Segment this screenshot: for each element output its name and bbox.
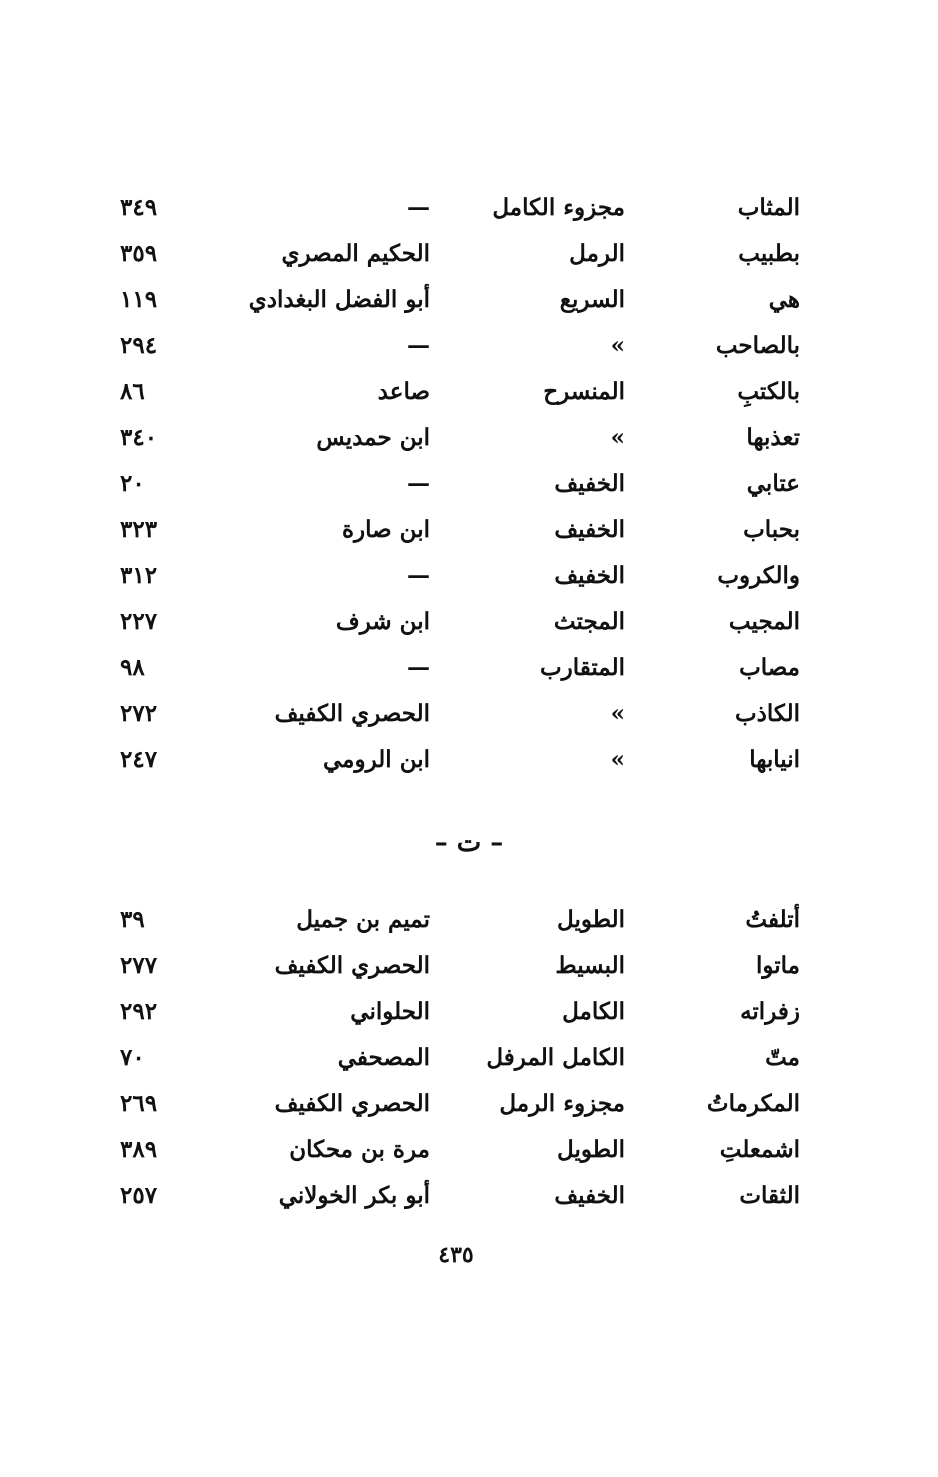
poet-name: الحصري الكفيف [274, 952, 430, 979]
page-reference: ٣٤٠ [120, 424, 158, 451]
table-row [120, 1127, 800, 1173]
poetic-meter: الخفيف [554, 470, 625, 497]
table-row [120, 415, 800, 461]
page-reference: ٧٠ [120, 1044, 145, 1071]
rhyme-word: بالكتبِ [737, 378, 800, 405]
page-reference: ٩٨ [120, 654, 145, 681]
rhyme-word: بالصاحب [715, 332, 800, 359]
rhyme-word: والكروب [717, 562, 800, 589]
poetic-meter: الخفيف [554, 516, 625, 543]
page-reference: ٢٠ [120, 470, 145, 497]
page-number: ٤٣٥ [438, 1242, 474, 1268]
poet-name: الحلواني [350, 998, 430, 1025]
poetic-meter: الخفيف [554, 1182, 625, 1209]
poetic-meter: السريع [559, 286, 625, 313]
page-reference: ٢٥٧ [120, 1182, 158, 1209]
poet-name: أبو بكر الخولاني [278, 1182, 430, 1209]
poet-name: — [407, 470, 430, 497]
page-reference: ٢٩٤ [120, 332, 158, 359]
page-reference: ٣٩ [120, 906, 145, 933]
poetic-meter: » [610, 424, 625, 451]
rhyme-index-table-ba [120, 185, 800, 783]
page-reference: ٢٦٩ [120, 1090, 158, 1117]
rhyme-word: زفراته [740, 998, 800, 1025]
table-row [120, 943, 800, 989]
poet-name: الحصري الكفيف [274, 700, 430, 727]
table-row [120, 369, 800, 415]
rhyme-word: هي [768, 286, 800, 313]
poetic-meter: الطويل [557, 906, 625, 933]
page-reference: ٢٢٧ [120, 608, 158, 635]
page-reference: ٣٢٣ [120, 516, 158, 543]
rhyme-word: ماتوا [755, 952, 800, 979]
poetic-meter: المتقارب [539, 654, 625, 681]
table-row [120, 1035, 800, 1081]
rhyme-word: أتلفتُ [745, 906, 800, 933]
table-row [120, 989, 800, 1035]
page-reference: ٣٥٩ [120, 240, 158, 267]
rhyme-word: المثاب [737, 194, 800, 221]
poetic-meter: البسيط [555, 952, 625, 979]
poet-name: — [407, 332, 430, 359]
poetic-meter: » [610, 332, 625, 359]
table-row [120, 599, 800, 645]
page-reference: ٨٦ [120, 378, 145, 405]
poet-name: ابن صارة [341, 516, 430, 543]
table-row [120, 277, 800, 323]
poet-name: الحصري الكفيف [274, 1090, 430, 1117]
poetic-meter: مجزوء الكامل [492, 194, 625, 221]
table-row [120, 691, 800, 737]
poet-name: مرة بن محكان [289, 1136, 430, 1163]
rhyme-index-table-ta [120, 897, 800, 1219]
rhyme-word: انيابها [749, 746, 800, 773]
rhyme-word: الكاذب [734, 700, 800, 727]
table-row [120, 645, 800, 691]
poet-name: — [407, 194, 430, 221]
table-row [120, 185, 800, 231]
rhyme-word: اشمعلتِ [719, 1136, 800, 1163]
poetic-meter: الكامل [562, 998, 625, 1025]
page-reference: ٣٤٩ [120, 194, 158, 221]
table-row [120, 461, 800, 507]
rhyme-word: عتابي [746, 470, 800, 497]
poet-name: تميم بن جميل [296, 906, 430, 933]
poet-name: المصحفي [337, 1044, 430, 1071]
poet-name: — [407, 654, 430, 681]
poet-name: أبو الفضل البغدادي [248, 286, 430, 313]
rhyme-word: تعذبها [746, 424, 800, 451]
rhyme-word: المكرماتُ [706, 1090, 800, 1117]
page-reference: ٣٨٩ [120, 1136, 158, 1163]
poet-name: — [407, 562, 430, 589]
table-row [120, 323, 800, 369]
poetic-meter: الرمل [569, 240, 625, 267]
rhyme-word: بطبيب [738, 240, 800, 267]
table-row [120, 1081, 800, 1127]
table-row [120, 553, 800, 599]
page-reference: ٢٧٧ [120, 952, 158, 979]
poetic-meter: مجزوء الرمل [499, 1090, 625, 1117]
poet-name: ابن حمديس [316, 424, 430, 451]
rhyme-word: الثقات [739, 1182, 800, 1209]
table-row [120, 231, 800, 277]
table-row [120, 1173, 800, 1219]
poet-name: الحكيم المصري [281, 240, 430, 267]
poetic-meter: الطويل [557, 1136, 625, 1163]
table-row [120, 507, 800, 553]
page-reference: ٢٤٧ [120, 746, 158, 773]
page-reference: ٣١٢ [120, 562, 158, 589]
poet-name: ابن شرف [335, 608, 430, 635]
poet-name: ابن الرومي [323, 746, 430, 773]
page-reference: ٢٩٢ [120, 998, 158, 1025]
table-row [120, 897, 800, 943]
poetic-meter: الكامل المرفل [486, 1044, 625, 1071]
poetic-meter: الخفيف [554, 562, 625, 589]
poetic-meter: المجتث [553, 608, 625, 635]
rhyme-word: مصاب [739, 654, 800, 681]
poetic-meter: » [610, 746, 625, 773]
rhyme-word: بحباب [743, 516, 800, 543]
poetic-meter: » [610, 700, 625, 727]
table-row [120, 737, 800, 783]
poetic-meter: المنسرح [543, 378, 625, 405]
section-header-ta: – ت – [434, 828, 504, 858]
page-reference: ١١٩ [120, 286, 158, 313]
page-reference: ٢٧٢ [120, 700, 158, 727]
poet-name: صاعد [377, 378, 430, 405]
rhyme-word: متّ [765, 1044, 800, 1071]
rhyme-word: المجيب [728, 608, 800, 635]
